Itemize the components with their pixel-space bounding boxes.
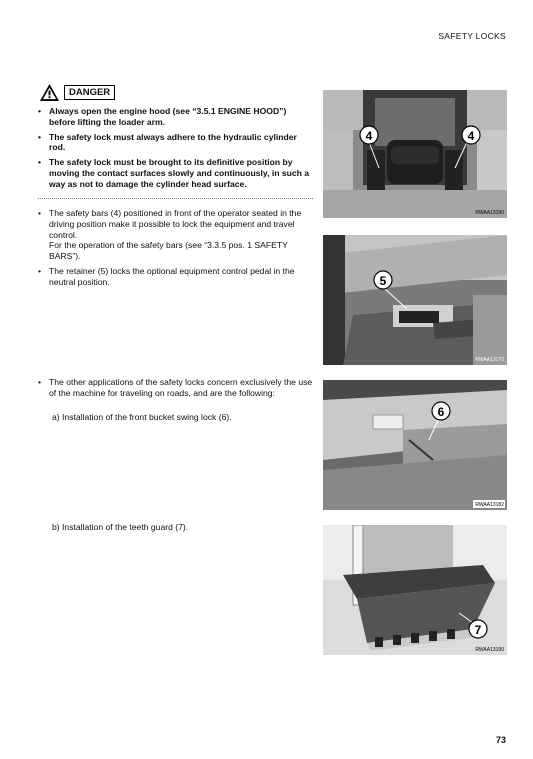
- divider: [38, 198, 313, 199]
- warning-triangle-icon: [39, 83, 60, 102]
- figure-retainer: [323, 235, 507, 365]
- callout-5: 5: [379, 274, 387, 288]
- danger-label: DANGER: [64, 85, 115, 100]
- running-header: SAFETY LOCKS: [438, 31, 506, 41]
- danger-heading: [39, 83, 115, 102]
- body-list-1: [38, 208, 313, 292]
- list-item: • The retainer (5) locks the optional equipment control pedal in the neutral position.: [38, 266, 313, 288]
- list-item: • The safety lock must be brought to its definitive position by moving the contact surfaces slowly and continuously, in such a way as not to damage the cylinder head surface.: [38, 157, 313, 189]
- list-item: [38, 208, 313, 262]
- body-list-2: [38, 377, 313, 403]
- callout-4-left: 4: [365, 129, 373, 143]
- list-text: For the operation of the safety bars (see “3.3.5 pos. 1 SAFETY BARS”).: [49, 240, 288, 262]
- danger-list: [38, 106, 313, 194]
- page-number: 73: [495, 735, 506, 745]
- figure-code: RWAA13180: [475, 210, 504, 216]
- callout-4-right: 4: [467, 129, 475, 143]
- callout-6: 6: [437, 405, 445, 419]
- list-item: • The other applications of the safety locks concern exclusively the use of the machine for traveling on roads, and are the following:: [38, 377, 313, 399]
- figure-teeth-guard: [323, 525, 507, 655]
- list-text: The safety bars (4) positioned in front of the operator seated in the driving position make it possible to lock the equipment and travel control.: [49, 208, 302, 240]
- figure-code: RWAA13182: [475, 502, 504, 508]
- callout-7: 7: [474, 623, 482, 637]
- figure-swing-lock: [323, 380, 507, 510]
- sub-item-b: b) Installation of the teeth guard (7).: [52, 522, 189, 532]
- figure-code: RWAA13190: [475, 647, 504, 653]
- list-item: • Always open the engine hood (see “3.5.1 ENGINE HOOD”) before lifting the loader arm.: [38, 106, 313, 128]
- figure-safety-bars: [323, 90, 507, 218]
- figure-code: RWAA13170: [475, 357, 504, 363]
- sub-item-a: a) Installation of the front bucket swing lock (6).: [52, 412, 232, 422]
- list-item: • The safety lock must always adhere to the hydraulic cylinder rod.: [38, 132, 313, 154]
